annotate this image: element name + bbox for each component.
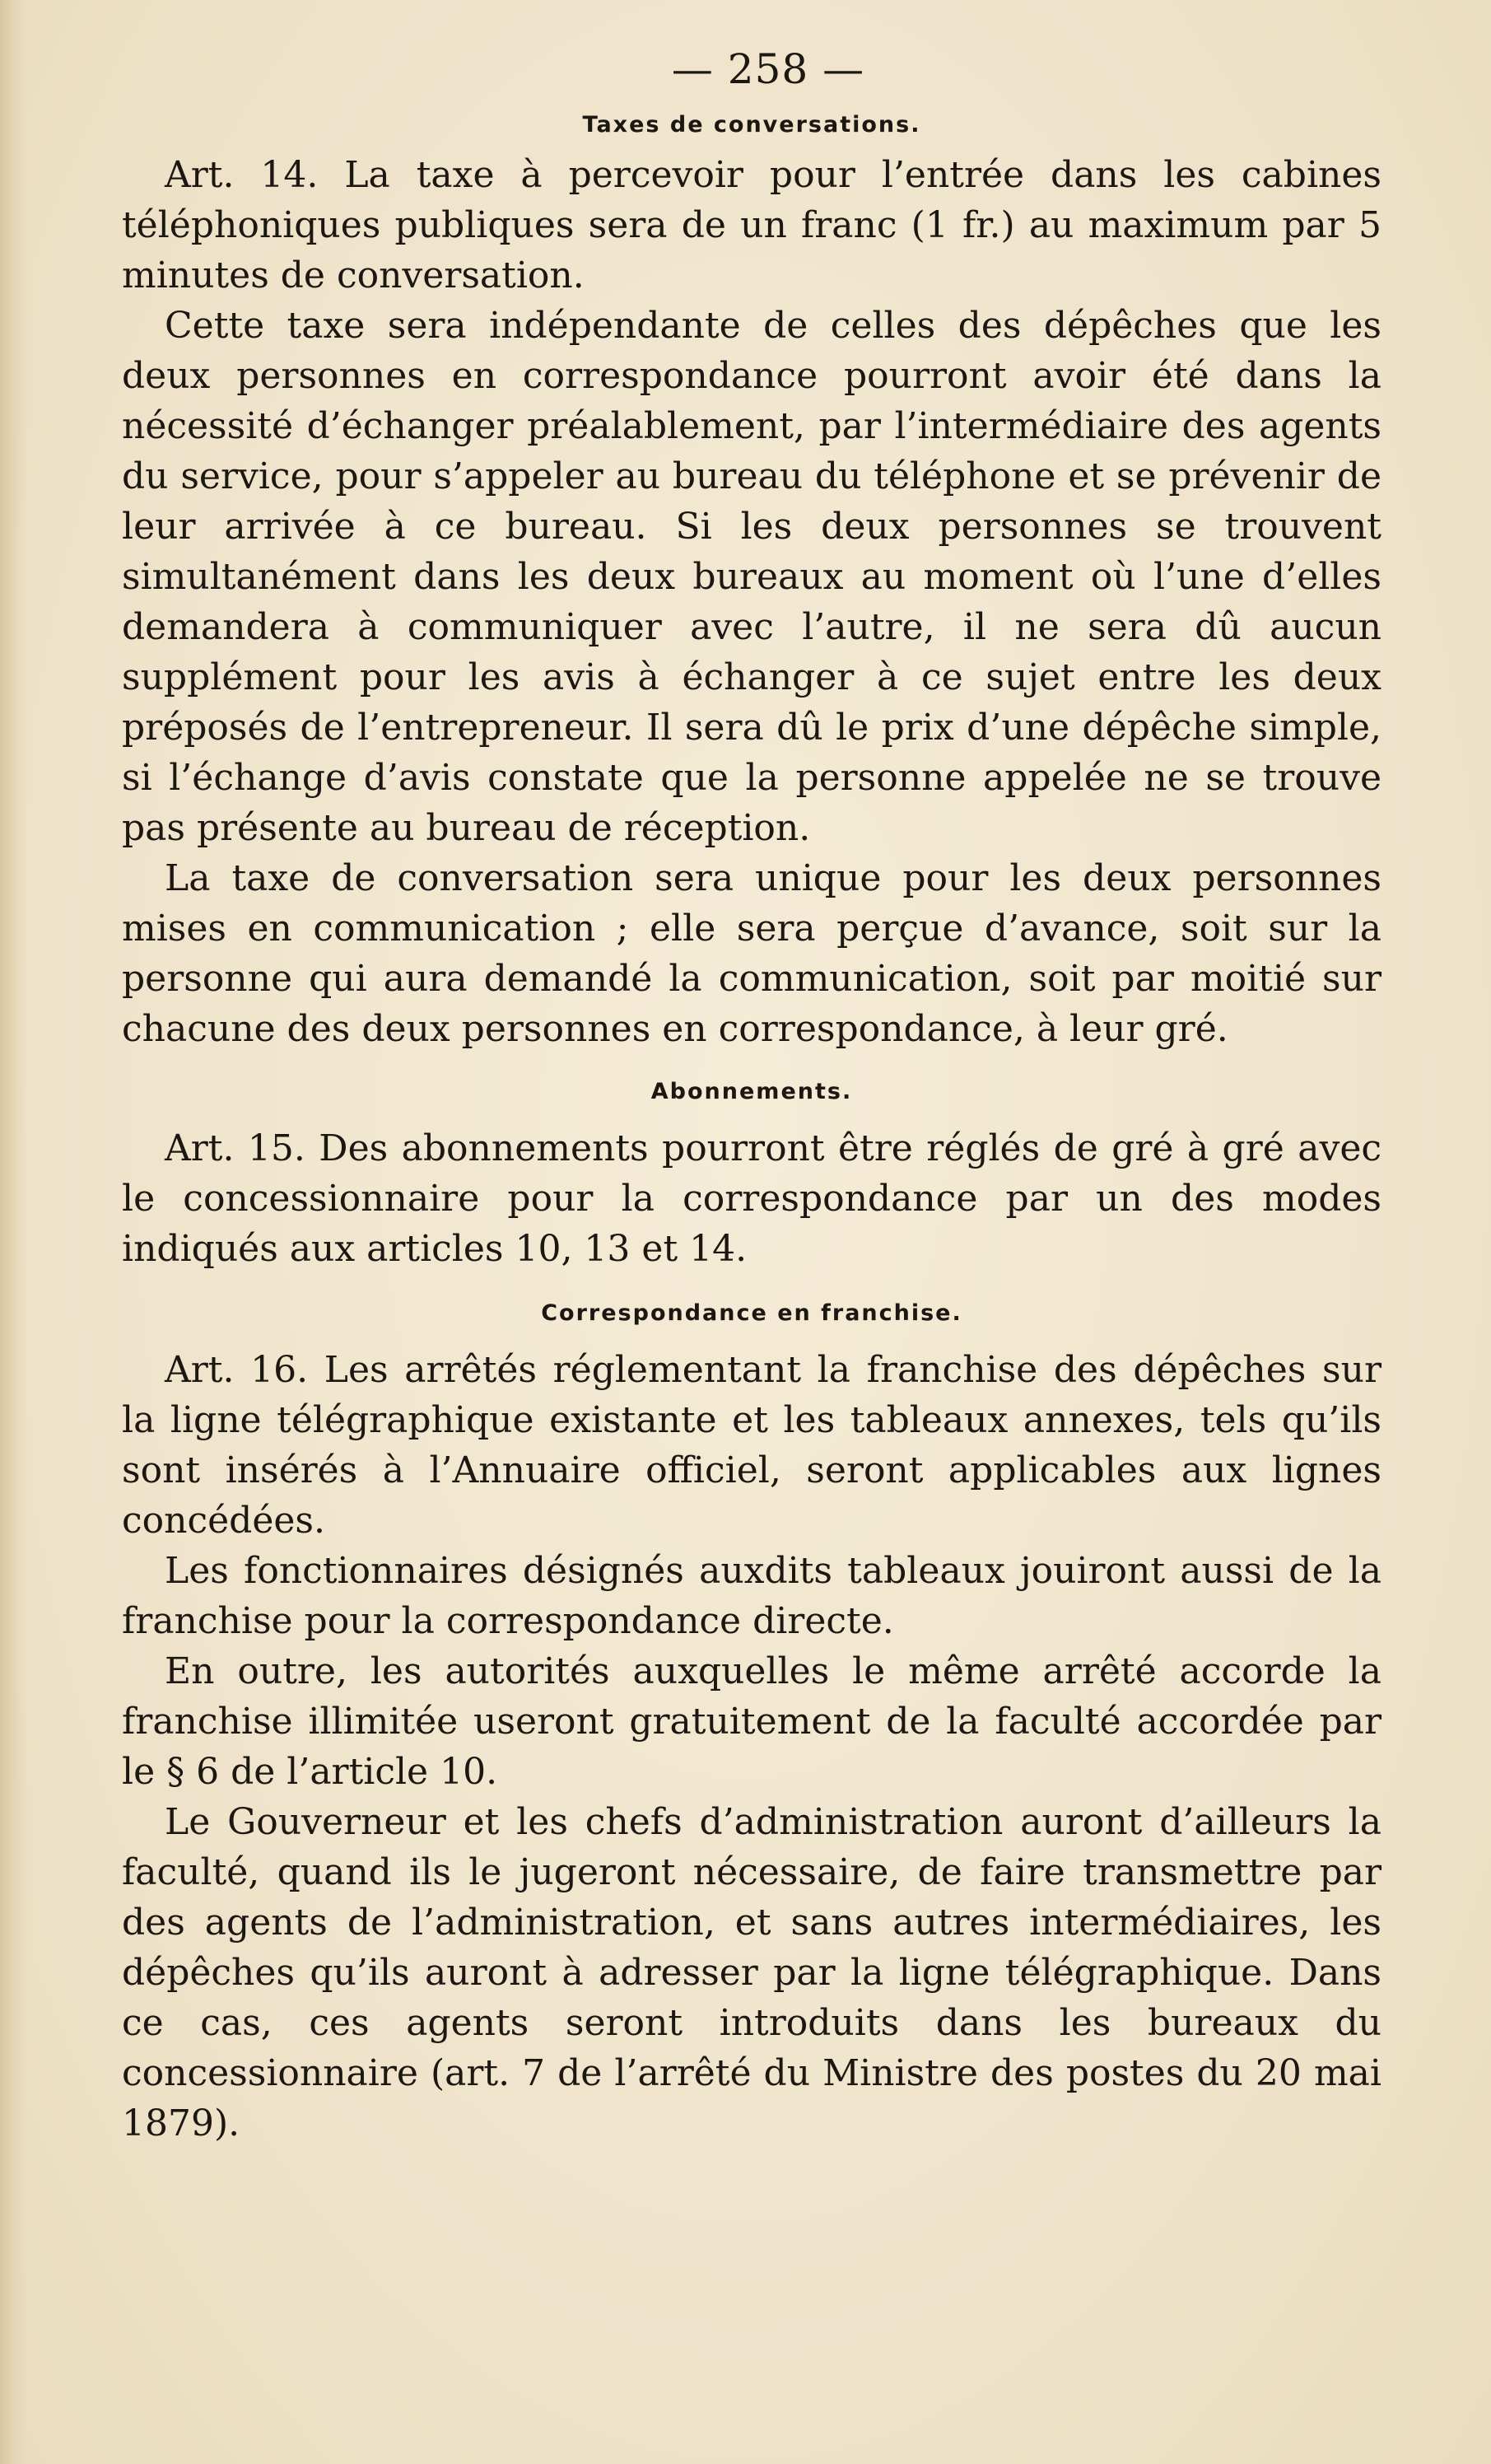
section-heading-franchise: Correspondance en franchise.: [541, 1300, 962, 1326]
article-15-paragraph: Art. 15. Des abonnements pourront être réglés de gré à gré avec le concessionnaire pour la correspondance par un des modes indiqués aux articles 10, 13 et 14.: [122, 1127, 1382, 1270]
franchise-paragraph-2: Les fonctionnaires désignés auxdits tableaux jouiront aussi de la franchise pour la correspondance directe.: [122, 1550, 1382, 1642]
page-content: [122, 36, 1382, 2149]
article-14-paragraph: Art. 14. La taxe à percevoir pour l’entrée dans les cabines téléphoniques publiques sera de un franc (1 fr.) au maximum par 5 minutes de conversation.: [122, 154, 1382, 296]
section-heading-abonnements: Abonnements.: [650, 1079, 853, 1104]
franchise-paragraph-4: Le Gouverneur et les chefs d’administration auront d’ailleurs la faculté, quand ils le jugeront nécessaire, de faire transmettre par des agents de l’administration, et sans autres intermédiaires, les dépêches qu’ils auront à adresser par la ligne télégraphique. Dans ce cas, ces agents seront introduits dans les bureaux du concessionnaire (art. 7 de l’arrêté du Ministre des postes du 20 mai 1879).: [122, 1801, 1382, 2144]
page-number: — 258 —: [671, 45, 865, 93]
article-16-paragraph: Art. 16. Les arrêtés réglementant la franchise des dépêches sur la ligne télégraphique existante et les tableaux annexes, tels qu’ils sont insérés à l’Annuaire officiel, seront applicables aux lignes concédées.: [122, 1349, 1382, 1542]
franchise-paragraph-3: En outre, les autorités auxquelles le même arrêté accorde la franchise illimitée useront gratuitement de la faculté accordée par le § 6 de l’article 10.: [122, 1650, 1382, 1793]
page-left-edge: [0, 0, 28, 2464]
section-heading-taxes: Taxes de conversations.: [582, 112, 921, 138]
taxes-paragraph-3: La taxe de conversation sera unique pour les deux personnes mises en communication ; elle sera perçue d’avance, soit sur la personne qui aura demandé la communication, soit par moitié sur chacune des deux personnes en correspondance, à leur gré.: [122, 857, 1382, 1050]
taxes-paragraph-2: Cette taxe sera indépendante de celles des dépêches que les deux personnes en correspondance pourront avoir été dans la nécessité d’échanger préalablement, par l’intermédiaire des agents du service, pour s’appeler au bureau du téléphone et se prévenir de leur arrivée à ce bureau. Si les deux personnes se trouvent simultanément dans les deux bureaux au moment où l’une d’elles demandera à communiquer avec l’autre, il ne sera dû aucun supplément pour les avis à échanger à ce sujet entre les deux préposés de l’entrepreneur. Il sera dû le prix d’une dépêche simple, si l’échange d’avis constate que la personne appelée ne se trouve pas présente au bureau de réception.: [122, 305, 1382, 849]
